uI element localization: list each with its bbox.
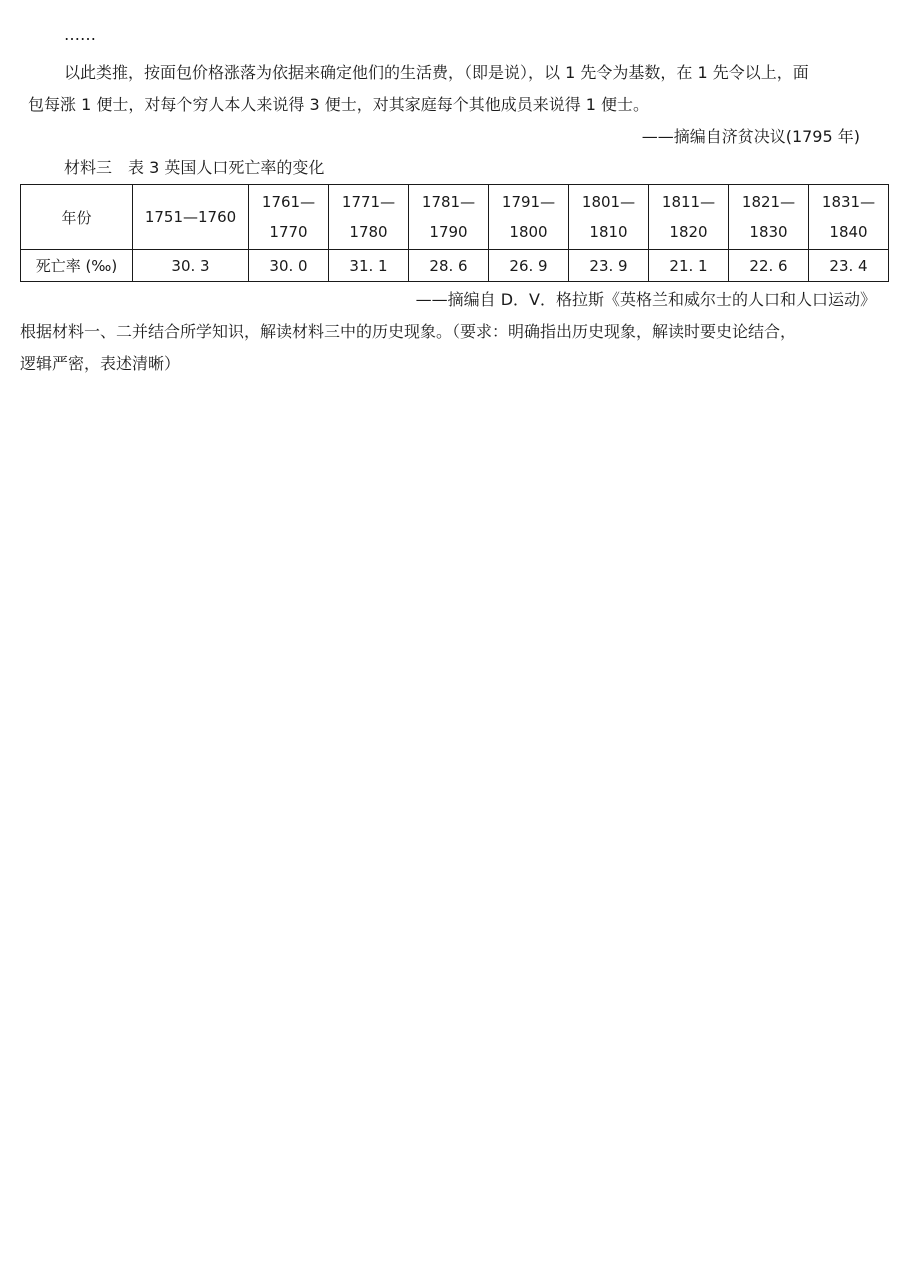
period-end: 1810: [589, 223, 628, 241]
period-cell: [809, 185, 889, 250]
period-start: 1771—: [341, 193, 396, 211]
period-end: 1780: [349, 223, 388, 241]
rate-cell: 23. 4: [809, 250, 889, 282]
rate-cell: 30. 0: [249, 250, 329, 282]
period-cell: [249, 185, 329, 250]
rate-cell: 28. 6: [409, 250, 489, 282]
period-end: 1790: [429, 223, 468, 241]
period-cell: [569, 185, 649, 250]
period-start: 1761—: [261, 193, 316, 211]
period-cell: [649, 185, 729, 250]
relief-resolution-paragraph-line-2: 包每涨 1 便士，对每个穷人本人来说得 3 便士，对其家庭每个其他成员来说得 1 便士。: [28, 95, 650, 114]
period-end: 1840: [829, 223, 868, 241]
period-start: 1831—: [821, 193, 876, 211]
source-citation-relief-resolution: ——摘编自济贫决议(1795 年): [641, 127, 860, 146]
period-cell: [489, 185, 569, 250]
period-cell: [729, 185, 809, 250]
rate-cell: 30. 3: [133, 250, 249, 282]
rate-cell: 22. 6: [729, 250, 809, 282]
period-cell: [329, 185, 409, 250]
period-cell: 1751—1760: [133, 185, 249, 250]
question-prompt-line-2: 逻辑严密，表述清晰）: [20, 354, 181, 373]
period-start: 1781—: [421, 193, 476, 211]
period-end: 1820: [669, 223, 708, 241]
period-start: 1811—: [661, 193, 716, 211]
mortality-rate-row: [21, 250, 889, 282]
period-start: 1801—: [581, 193, 636, 211]
period-start: 1791—: [501, 193, 556, 211]
period-end: 1800: [509, 223, 548, 241]
rate-cell: 21. 1: [649, 250, 729, 282]
mortality-rate-table: [20, 184, 889, 282]
material-three-caption: 材料三 表 3 英国人口死亡率的变化: [64, 158, 325, 177]
question-prompt-line-1: 根据材料一、二并结合所学知识，解读材料三中的历史现象。（要求：明确指出历史现象，解读时要史论结合，: [20, 322, 797, 341]
rate-cell: 23. 9: [569, 250, 649, 282]
period-cell: [409, 185, 489, 250]
rate-header-cell: 死亡率 (‰): [21, 250, 133, 282]
period-end: 1830: [749, 223, 788, 241]
ellipsis: ……: [64, 25, 96, 44]
year-header-cell: 年份: [21, 185, 133, 250]
rate-cell: 26. 9: [489, 250, 569, 282]
rate-cell: 31. 1: [329, 250, 409, 282]
relief-resolution-paragraph-line-1: 以此类推，按面包价格涨落为依据来确定他们的生活费，（即是说），以 1 先令为基数，在 1 先令以上，面: [64, 63, 809, 82]
period-end: 1770: [269, 223, 308, 241]
source-citation-glass: ——摘编自 D．V．格拉斯《英格兰和威尔士的人口和人口运动》: [415, 290, 876, 309]
period-start: 1821—: [741, 193, 796, 211]
year-header-row: [21, 185, 889, 250]
